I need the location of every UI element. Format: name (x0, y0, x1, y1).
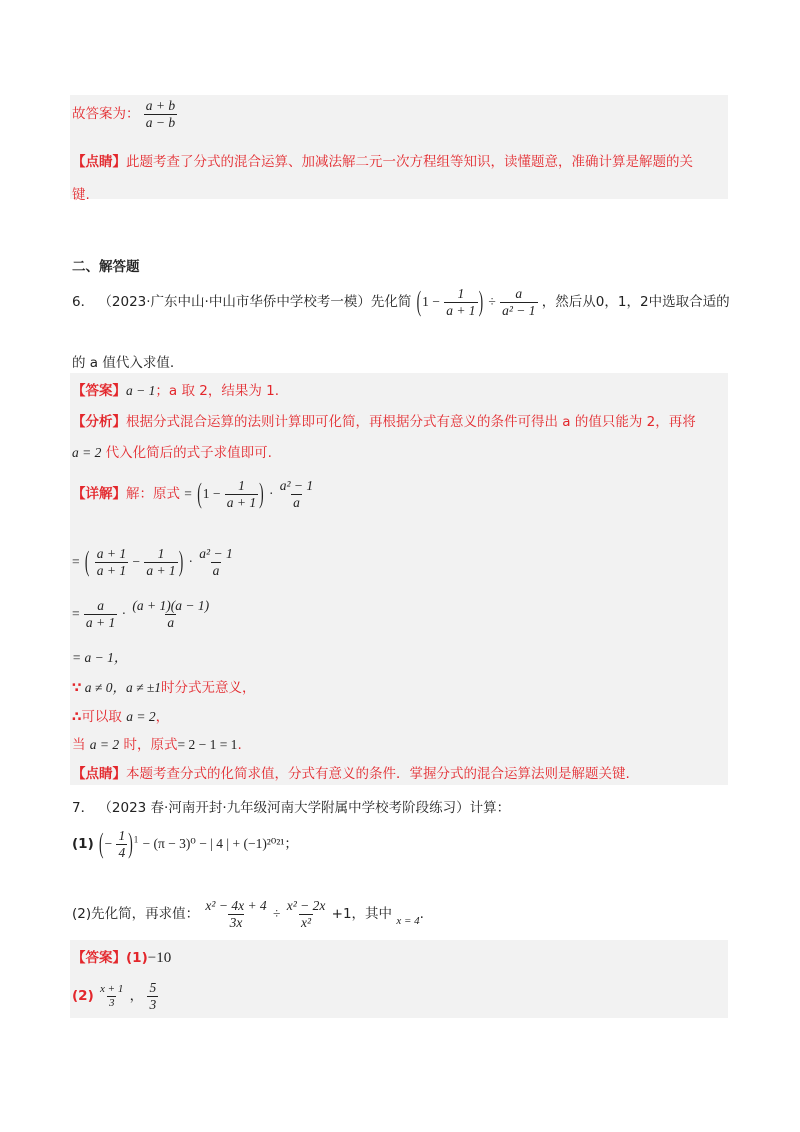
q6-answer: 【答案】a − 1；a 取 2，结果为 1. (72, 383, 279, 399)
q7-part-2: (2)先化简，再求值： $\frac{\text{x² − 4x + 4}}{3x}$ ÷ $\frac{\text{x² − 2x}}{\text{x²}}$ +1，其中 $_{x = 4}$. (72, 898, 424, 930)
comment-line-1: 【点睛】此题考查了分式的混合运算、加减法解二元一次方程组等知识，读懂题意，准确计算是解题的关 (72, 154, 693, 170)
q6-when: 当 a = 2 时，原式= 2 − 1 = 1. (72, 737, 242, 753)
q6-comment: 【点睛】本题考查分式的化简求值，分式有意义的条件．掌握分式的混合运算法则是解题关键. (72, 766, 630, 782)
q6-number: 6． (72, 294, 95, 311)
q6-step-2: = ( $\frac{a + 1}{a + 1}$ − $\frac{1}{a + 1}$ ) · $\frac{\text{a² − 1}}{a}$ (72, 545, 233, 578)
answer-fraction: $\frac{a + b}{a - b}$ (145, 98, 176, 130)
q6-step-3: = $\frac{a}{a + 1}$ · $\frac{(a + 1)(a - 1)}{a}$ (72, 598, 210, 630)
q6-step-4: = a − 1， (72, 650, 128, 665)
q6-analysis-2: a = 2 代入化简后的式子求值即可. (72, 445, 272, 461)
question-7: 7． （2023 春·河南开封·九年级河南大学附属中学校考阶段练习）计算： (72, 800, 511, 816)
q6-tail: ，然后从0，1，2中选取合适的 (541, 294, 730, 311)
q6-fraction-2: $\frac{a}{\text{a² − 1}}$ (502, 286, 536, 318)
comment-line-2: 键. (72, 187, 90, 203)
q7-answer-1: 【答案】(1)−10 (72, 950, 172, 966)
q7-part-1: (1) (− $\frac{1}{4}$ )$^1$ − (π − 3)⁰ − | 4 | + (−1)²⁰²¹； (72, 827, 298, 860)
q7-answer-2: (2) $\frac{x + 1}{3}$ ， $\frac{5}{3}$ (72, 980, 157, 1012)
q6-source: （2023·广东中山·中山市华侨中学校考一模）先化简 (98, 294, 412, 311)
answer-line (72, 98, 177, 130)
answer-prefix: 故答案为： (72, 106, 140, 123)
q6-line-2: 的 a 值代入求值. (72, 355, 175, 371)
q6-therefore: ∴可以取 a = 2， (72, 709, 170, 725)
q6-because: ∵ a ≠ 0，a ≠ ±1时分式无意义， (72, 680, 256, 696)
section-title: 二、解答题 (72, 259, 140, 275)
q6-fraction-1: $\frac{1}{a + 1}$ (446, 286, 476, 318)
question-6: 6． （2023·广东中山·中山市华侨中学校考一模）先化简 (1 − $\frac{1}{a + 1}$ ) ÷ $\frac{a}{\text{a² − 1}}$ ，然后从0，1，2中选取合适的 (72, 285, 730, 318)
comment-tag: 【点睛】 (72, 154, 126, 170)
q6-analysis-1: 【分析】根据分式混合运算的法则计算即可化简，再根据分式有意义的条件可得出 a 的值只能为 2，再将 (72, 414, 696, 430)
q6-detail: 【详解】解：原式 = (1 − $\frac{1}{a + 1}$ ) · $\frac{\text{a² − 1}}{a}$ (72, 477, 314, 510)
